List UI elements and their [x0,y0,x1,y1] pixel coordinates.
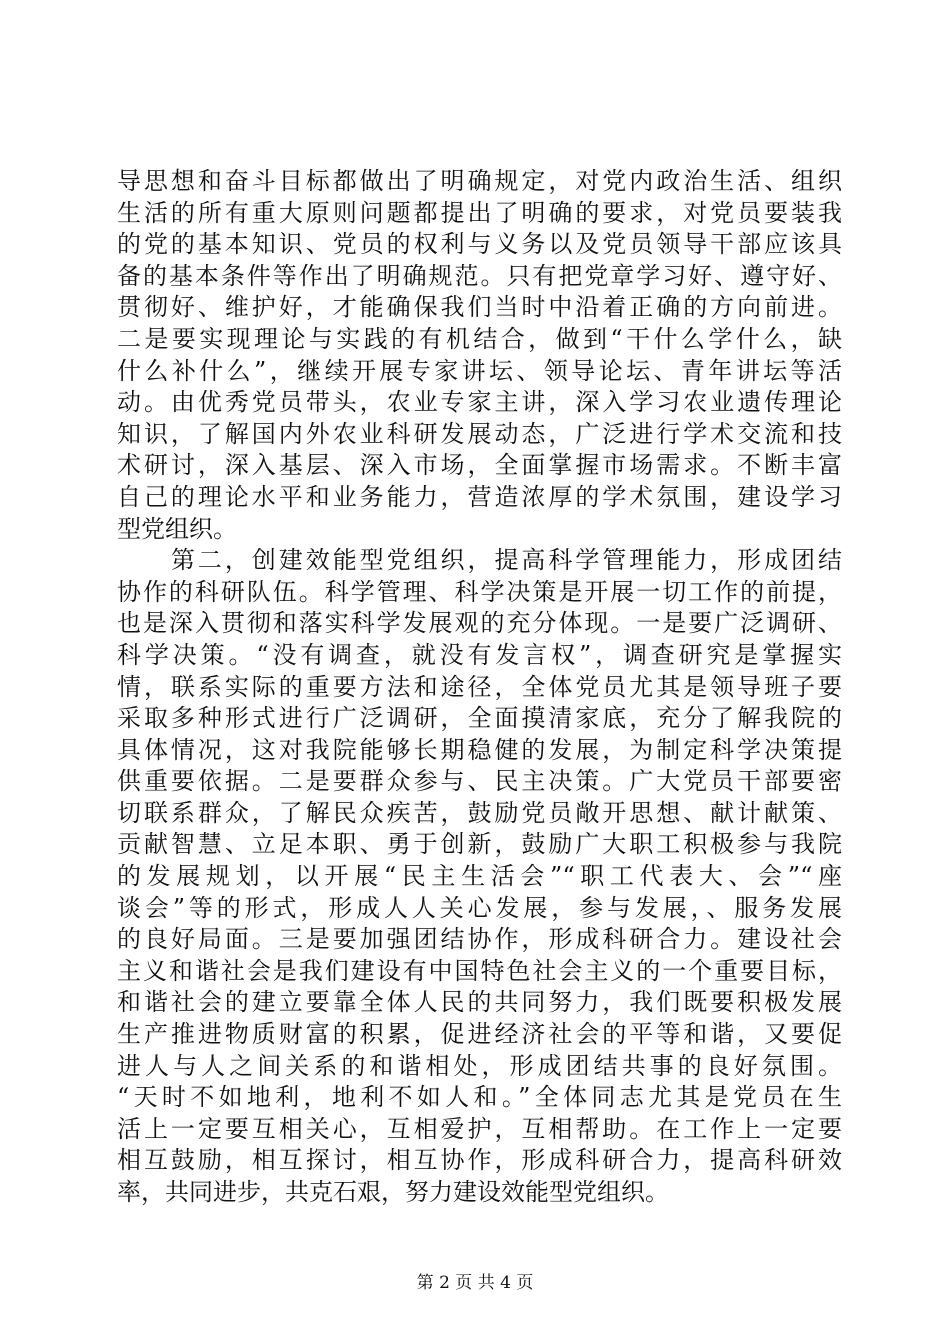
text-line: 相互鼓励，相互探讨，相互协作，形成科研合力，提高科研效 [117,1146,842,1175]
text-line: 切联系群众，了解民众疾苦，鼓励党员敞开思想、献计献策、 [117,798,842,827]
page-number: 第 2 页 共 4 页 [416,1273,534,1293]
text-line: 的良好局面。三是要加强团结协作，形成科研合力。建设社会 [117,925,842,954]
text-line: 什么补什么”，继续开展专家讲坛、领导论坛、青年讲坛等活 [117,356,842,385]
text-line: 率，共同进步，共克石艰，努力建设效能型党组织。 [117,1178,669,1206]
text-line: 主义和谐社会是我们建设有中国特色社会主义的一个重要目标， [117,956,842,985]
text-line: 术研讨，深入基层、深入市场，全面掌握市场需求。不断丰富 [117,451,842,480]
text-line: 活上一定要互相关心，互相爱护，互相帮助。在工作上一定要 [117,1114,842,1143]
text-line: 知识，了解国内外农业科研发展动态，广泛进行学术交流和技 [117,419,842,448]
text-line: 采取多种形式进行广泛调研，全面摸清家底，充分了解我院的 [117,704,842,733]
text-line: 情，联系实际的重要方法和途径，全体党员尤其是领导班子要 [117,672,842,701]
text-line: 的党的基本知识、党员的权利与义务以及党员领导干部应该具 [117,230,842,259]
text-line: 进人与人之间关系的和谐相处，形成团结共事的良好氛围。 [117,1051,842,1080]
text-line: 协作的科研队伍。科学管理、科学决策是开展一切工作的前提， [117,577,842,606]
text-line: 贡献智慧、立足本职、勇于创新，鼓励广大职工积极参与我院 [117,830,842,859]
text-line: 也是深入贯彻和落实科学发展观的充分体现。一是要广泛调研、 [117,609,842,638]
text-line: “天时不如地利，地利不如人和。”全体同志尤其是党员在生 [117,1083,842,1112]
text-line: 导思想和奋斗目标都做出了明确规定，对党内政治生活、组织 [117,167,842,195]
text-line: 供重要依据。二是要群众参与、民主决策。广大党员干部要密 [117,767,842,796]
page-footer [0,1268,950,1293]
body-text [117,166,842,1209]
text-line: 和谐社会的建立要靠全体人民的共同努力，我们既要积极发展 [117,988,842,1017]
text-line: 动。由优秀党员带头，农业专家主讲，深入学习农业遗传理论 [117,388,842,417]
text-line: 贯彻好、维护好，才能确保我们当时中沿着正确的方向前进。 [117,293,842,322]
text-line: 的发展规划，以开展“民主生活会”“职工代表大、会”“座 [117,862,842,891]
text-line: 型党组织。 [117,514,237,543]
text-line: 二是要实现理论与实践的有机结合，做到“干什么学什么，缺 [117,324,842,353]
text-line: 备的基本条件等作出了明确规范。只有把党章学习好、遵守好、 [117,261,842,290]
text-line: 科学决策。“没有调查，就没有发言权”，调查研究是掌握实 [117,640,842,669]
text-line: 第二，创建效能型党组织，提高科学管理能力，形成团结 [117,546,842,575]
text-line: 谈会”等的形式，形成人人关心发展，参与发展，、服务发展 [117,893,842,922]
text-line: 自己的理论水平和业务能力，营造浓厚的学术氛围，建设学习 [117,482,842,511]
text-line: 生活的所有重大原则问题都提出了明确的要求，对党员要装我 [117,198,842,227]
text-line: 生产推进物质财富的积累，促进经济社会的平等和谐，又要促 [117,1020,842,1049]
text-line: 具体情况，这对我院能够长期稳健的发展，为制定科学决策提 [117,735,842,764]
